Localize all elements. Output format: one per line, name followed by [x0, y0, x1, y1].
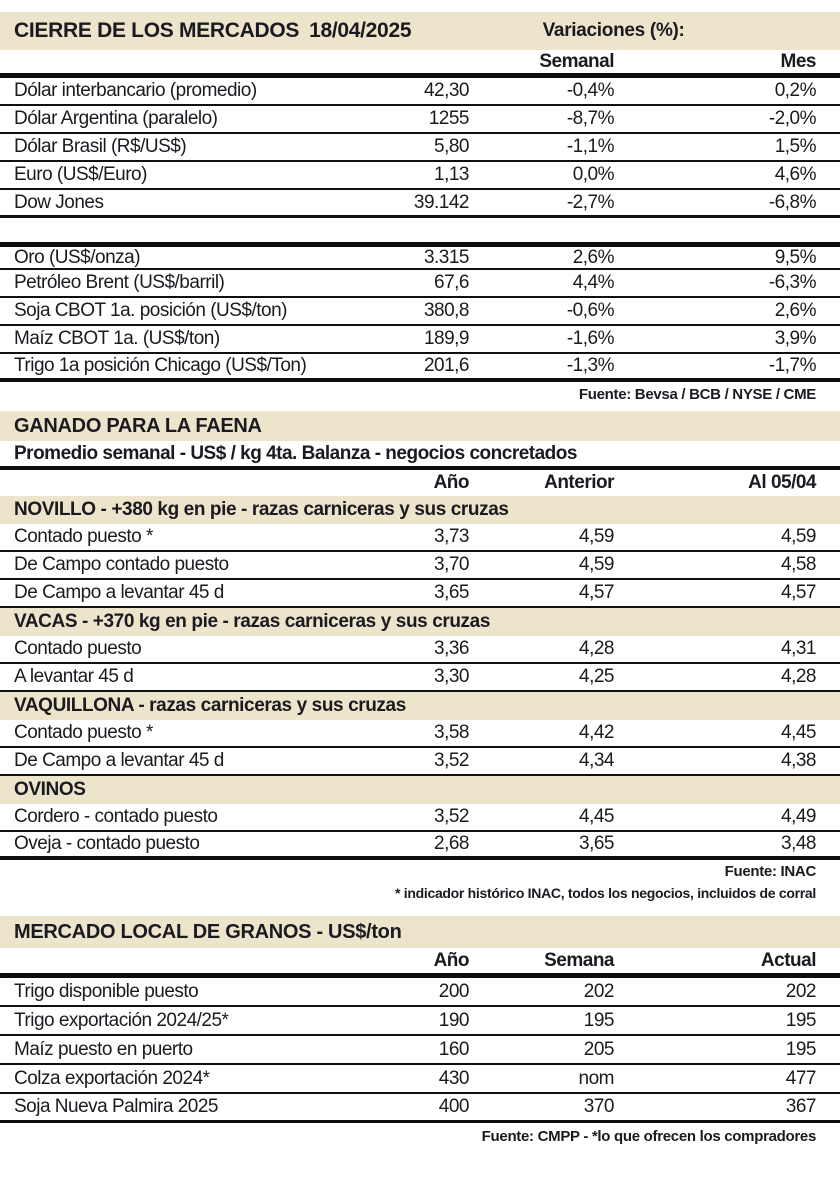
- markets-source: Fuente: Bevsa / BCB / NYSE / CME: [578, 385, 816, 403]
- ganado-header-row: [0, 470, 840, 496]
- cell-al: 3,48: [781, 833, 816, 854]
- ganado-subtitle-row: [0, 441, 840, 470]
- cell-anterior: 4,57: [579, 582, 614, 603]
- ganado-source: Fuente: INAC: [724, 862, 816, 880]
- table-row: [0, 580, 840, 608]
- cell-semana: nom: [578, 1067, 614, 1089]
- markets-title: CIERRE DE LOS MERCADOS: [14, 19, 300, 42]
- row-label: Colza exportación 2024*: [14, 1067, 210, 1089]
- cell-al: 4,45: [781, 722, 816, 743]
- table-row: [0, 326, 840, 354]
- cell-semana: 195: [583, 1009, 614, 1031]
- cell-semanal: -0,6%: [566, 300, 614, 321]
- section-header-label: VAQUILLONA - razas carniceras y sus cruzas: [14, 695, 406, 716]
- table-row: [0, 354, 840, 382]
- cell-value: 42,30: [423, 80, 469, 101]
- row-label: Oveja - contado puesto: [14, 833, 200, 854]
- cell-semanal: 2,6%: [572, 247, 614, 268]
- row-label: Dólar Argentina (paralelo): [14, 108, 218, 129]
- table-row: [0, 720, 840, 748]
- cell-ano: 3,30: [434, 666, 469, 687]
- markets-header-row: [0, 50, 840, 78]
- cell-ano: 3,73: [434, 526, 469, 547]
- markets-col-semanal: Semanal: [539, 50, 614, 72]
- group-divider-gap: [0, 218, 840, 242]
- row-label: Trigo 1a posición Chicago (US$/Ton): [14, 355, 307, 376]
- cell-semanal: -1,3%: [566, 355, 614, 376]
- table-row: [0, 1094, 840, 1123]
- cell-semana: 202: [583, 980, 614, 1002]
- row-label: Dow Jones: [14, 191, 104, 213]
- row-label: Cordero - contado puesto: [14, 806, 218, 827]
- row-label: Maíz puesto en puerto: [14, 1038, 193, 1060]
- table-row: [0, 106, 840, 134]
- cell-anterior: 4,59: [579, 526, 614, 547]
- granos-title: MERCADO LOCAL DE GRANOS - US$/ton: [14, 920, 402, 943]
- cell-semana: 205: [583, 1038, 614, 1060]
- row-label: Trigo exportación 2024/25*: [14, 1009, 229, 1031]
- table-row: [0, 298, 840, 326]
- table-row: [0, 1007, 840, 1036]
- markets-date: 18/04/2025: [309, 19, 412, 42]
- granos-col-ano: Año: [433, 949, 469, 971]
- cell-value: 1,13: [434, 164, 469, 185]
- cell-mes: 4,6%: [774, 164, 816, 185]
- row-label: Trigo disponible puesto: [14, 980, 199, 1002]
- table-row: [0, 1065, 840, 1094]
- section-header-novillo: [0, 496, 840, 524]
- cell-ano: 2,68: [434, 833, 469, 854]
- table-row: [0, 804, 840, 832]
- cell-actual: 195: [785, 1038, 816, 1060]
- cell-semanal: -2,7%: [566, 191, 614, 213]
- cell-ano: 190: [438, 1009, 469, 1031]
- ganado-col-ano: Año: [433, 472, 469, 493]
- markets-title-band: [0, 12, 840, 50]
- cell-ano: 200: [438, 980, 469, 1002]
- cell-al: 4,59: [781, 526, 816, 547]
- row-label: Maíz CBOT 1a. (US$/ton): [14, 328, 220, 349]
- table-row: [0, 78, 840, 106]
- ganado-footnote: * indicador histórico INAC, todos los negocios, incluidos de corral: [395, 885, 816, 901]
- cell-value: 189,9: [423, 328, 469, 349]
- cell-mes: -6,8%: [768, 191, 816, 213]
- ganado-title-band: [0, 411, 840, 441]
- cell-anterior: 4,59: [579, 554, 614, 575]
- cell-ano: 3,52: [434, 806, 469, 827]
- table-row: [0, 552, 840, 580]
- table-row: [0, 664, 840, 692]
- cell-semanal: -8,7%: [566, 108, 614, 129]
- cell-anterior: 4,25: [579, 666, 614, 687]
- cell-mes: 2,6%: [774, 300, 816, 321]
- row-label: Oro (US$/onza): [14, 247, 141, 268]
- cell-value: 380,8: [423, 300, 469, 321]
- cell-semanal: 0,0%: [572, 164, 614, 185]
- section-header-label: NOVILLO - +380 kg en pie - razas carniceras y sus cruzas: [14, 499, 509, 520]
- row-label: Soja Nueva Palmira 2025: [14, 1096, 218, 1117]
- row-label: Euro (US$/Euro): [14, 164, 147, 185]
- cell-actual: 477: [785, 1067, 816, 1089]
- table-row: [0, 162, 840, 190]
- table-row: [0, 524, 840, 552]
- table-row: [0, 748, 840, 776]
- granos-col-actual: Actual: [760, 949, 816, 971]
- row-label: Dólar interbancario (promedio): [14, 80, 257, 101]
- cell-value: 3.315: [423, 247, 469, 268]
- cell-semanal: 4,4%: [572, 272, 614, 293]
- row-label: De Campo contado puesto: [14, 554, 229, 575]
- cell-al: 4,28: [781, 666, 816, 687]
- row-label: Dólar Brasil (R$/US$): [14, 136, 187, 157]
- granos-col-semana: Semana: [544, 949, 614, 971]
- section-header-ovinos: [0, 776, 840, 804]
- variations-label: Variaciones (%):: [542, 20, 685, 41]
- table-row: [0, 190, 840, 218]
- table-row: [0, 832, 840, 860]
- cell-al: 4,57: [781, 582, 816, 603]
- cell-semanal: -1,1%: [566, 136, 614, 157]
- cell-semana: 370: [583, 1096, 614, 1117]
- cell-al: 4,38: [781, 750, 816, 771]
- row-label: De Campo a levantar 45 d: [14, 582, 224, 603]
- cell-anterior: 4,34: [579, 750, 614, 771]
- table-row: [0, 134, 840, 162]
- granos-title-band: [0, 916, 840, 948]
- row-label: Soja CBOT 1a. posición (US$/ton): [14, 300, 288, 321]
- cell-mes: 9,5%: [774, 247, 816, 268]
- row-label: A levantar 45 d: [14, 666, 134, 687]
- cell-al: 4,49: [781, 806, 816, 827]
- cell-anterior: 4,28: [579, 638, 614, 659]
- cell-value: 39.142: [413, 191, 469, 213]
- cell-al: 4,58: [781, 554, 816, 575]
- cell-ano: 430: [438, 1067, 469, 1089]
- cell-actual: 367: [785, 1096, 816, 1117]
- ganado-col-al: Al 05/04: [748, 472, 816, 493]
- cell-ano: 3,36: [434, 638, 469, 659]
- cell-value: 5,80: [434, 136, 469, 157]
- table-row: [0, 1036, 840, 1065]
- table-row: [0, 270, 840, 298]
- cell-ano: 3,52: [434, 750, 469, 771]
- cell-mes: -6,3%: [768, 272, 816, 293]
- table-row: [0, 636, 840, 664]
- cell-al: 4,31: [781, 638, 816, 659]
- cell-actual: 195: [785, 1009, 816, 1031]
- cell-mes: 0,2%: [774, 80, 816, 101]
- cell-mes: -1,7%: [768, 355, 816, 376]
- cell-anterior: 4,45: [579, 806, 614, 827]
- ganado-subtitle: Promedio semanal - US$ / kg 4ta. Balanza - negocios concretados: [14, 442, 577, 464]
- section-header-vaquillona: [0, 692, 840, 720]
- cell-ano: 400: [438, 1096, 469, 1117]
- cell-semanal: -0,4%: [566, 80, 614, 101]
- cell-anterior: 3,65: [579, 833, 614, 854]
- cell-anterior: 4,42: [579, 722, 614, 743]
- section-header-vacas: [0, 608, 840, 636]
- granos-source: Fuente: CMPP - *lo que ofrecen los compradores: [481, 1127, 816, 1145]
- ganado-title: GANADO PARA LA FAENA: [14, 414, 262, 437]
- row-label: Contado puesto: [14, 638, 142, 659]
- ganado-col-anterior: Anterior: [544, 472, 614, 493]
- cell-ano: 3,65: [434, 582, 469, 603]
- cell-ano: 160: [438, 1038, 469, 1060]
- row-label: De Campo a levantar 45 d: [14, 750, 224, 771]
- row-label: Contado puesto *: [14, 526, 153, 547]
- section-header-label: VACAS - +370 kg en pie - razas carniceras y sus cruzas: [14, 611, 490, 632]
- row-label: Petróleo Brent (US$/barril): [14, 272, 225, 293]
- cell-mes: 1,5%: [774, 136, 816, 157]
- cell-value: 201,6: [423, 355, 469, 376]
- cell-ano: 3,58: [434, 722, 469, 743]
- cell-mes: -2,0%: [768, 108, 816, 129]
- granos-header-row: [0, 948, 840, 978]
- cell-mes: 3,9%: [774, 328, 816, 349]
- table-row: [0, 978, 840, 1007]
- section-header-label: OVINOS: [14, 779, 86, 800]
- cell-ano: 3,70: [434, 554, 469, 575]
- cell-value: 1255: [428, 108, 469, 129]
- row-label: Contado puesto *: [14, 722, 153, 743]
- cell-semanal: -1,6%: [566, 328, 614, 349]
- cell-actual: 202: [785, 980, 816, 1002]
- table-row: [0, 242, 840, 270]
- cell-value: 67,6: [434, 272, 469, 293]
- markets-col-mes: Mes: [780, 50, 816, 72]
